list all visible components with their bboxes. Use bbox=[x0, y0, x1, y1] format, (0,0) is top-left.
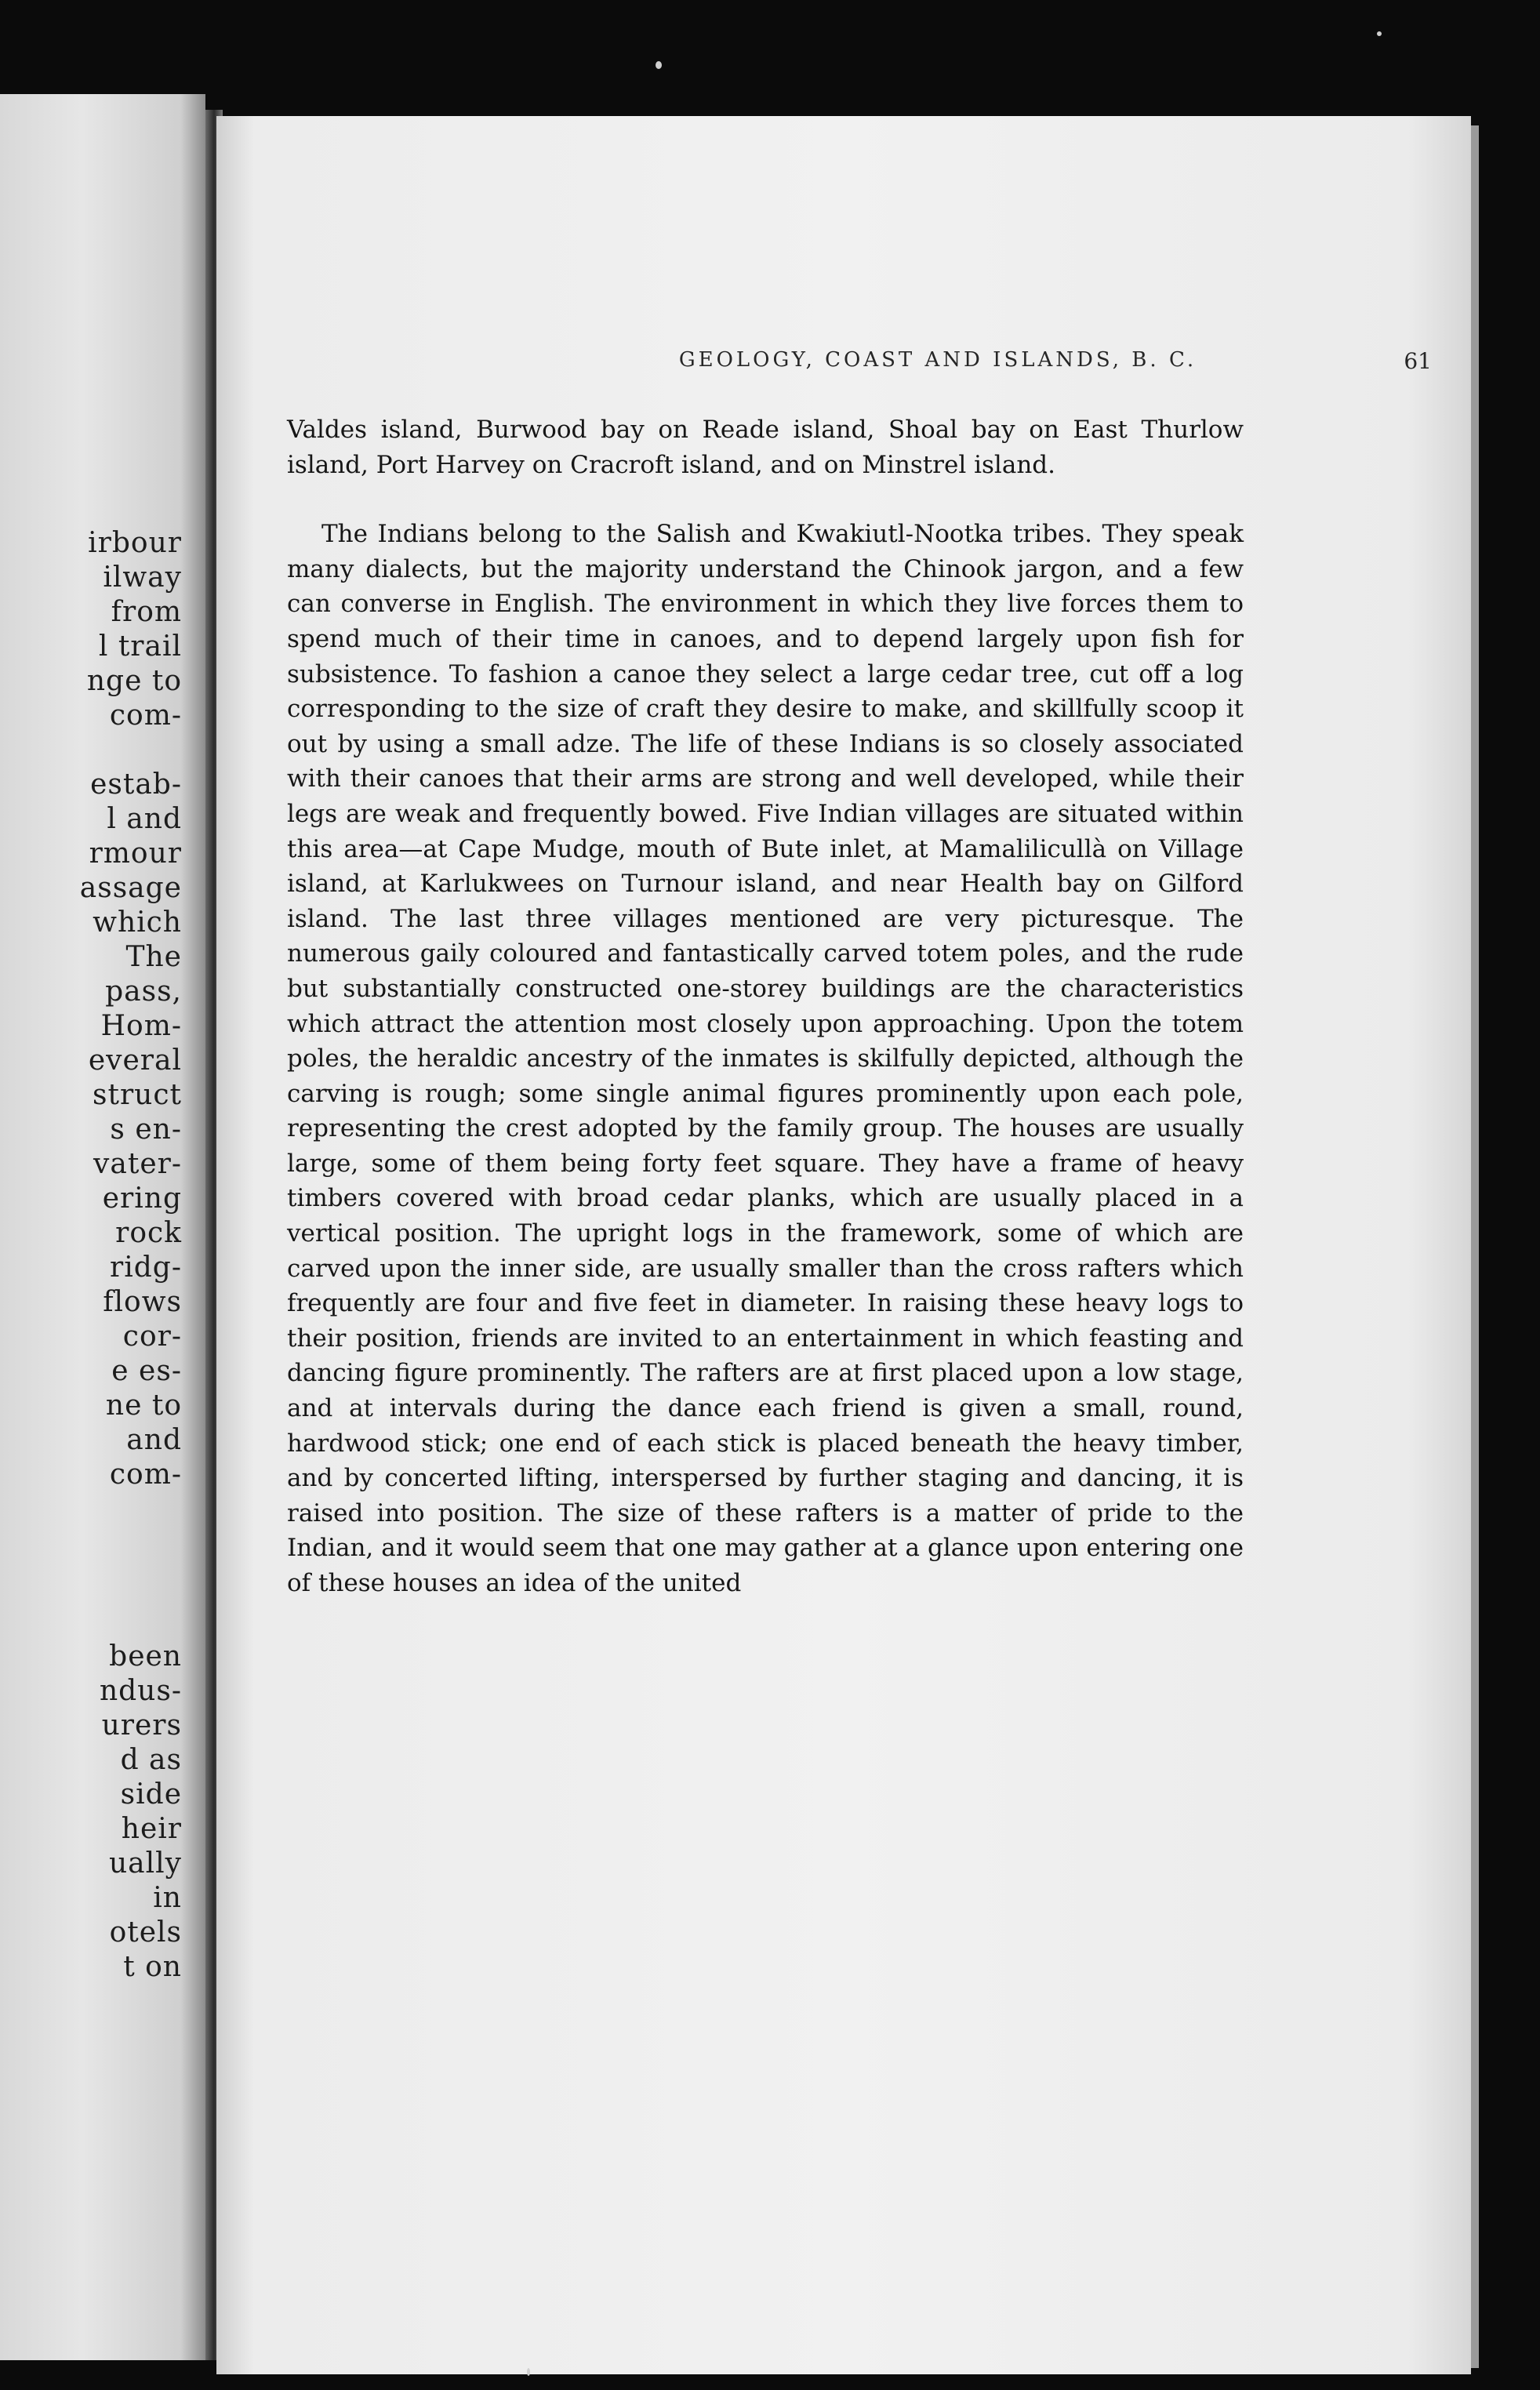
previous-page-fragment: everal bbox=[88, 1044, 182, 1077]
previous-page-fragment: com- bbox=[109, 1458, 182, 1491]
paragraph-indians: The Indians belong to the Salish and Kwakiutl-Nootka tribes. They speak many dialects, but the majority understand the Chinook jargon, and a few can converse in English. The environment in which they live forces them to spend much of their time in canoes, and to depend largely upon fish for subsistence. To fashion a canoe they select a large cedar tree, cut off a log corresponding to the size of craft they desire to make, and skillfully scoop it out by using a small adze. The life of these Indians is so closely associated with their canoes that their arms are strong and well developed, while their legs are weak and frequently bowed. Five Indian villages are situated within this area—at Cape Mudge, mouth of Bute inlet, at Mamalilicullà on Village island, at Karlukwees on Turnour island, and near Health bay on Gilford island. The last three villages mentioned are very picturesque. The numerous gaily coloured and fantastically carved totem poles, and the rude but substantially constructed one-storey buildings are the characteristics which attract the attention most closely upon approaching. Upon the totem poles, the heraldic ancestry of the inmates is skilfully depicted, although the carving is rough; some single animal figures prominently upon each pole, representing the crest adopted by the family group. The houses are usually large, some of them being forty feet square. They have a frame of heavy timbers covered with broad cedar planks, which are usually placed in a vertical position. The upright logs in the framework, some of which are carved upon the inner side, are usually smaller than the cross rafters which frequently are four and five feet in diameter. In raising these heavy logs to their position, friends are invited to an entertainment in which feasting and dancing figure prominently. The rafters are at first placed upon a low stage, and at intervals during the dance each friend is given a small, round, hardwood stick; one end of each stick is placed beneath the heavy timber, and by concerted lifting, interspersed by further staging and dancing, it is raised into position. The size of these rafters is a matter of pride to the Indian, and it would seem that one may gather at a glance upon entering one of these houses an idea of the united bbox=[287, 520, 1244, 1597]
scan-speck bbox=[1377, 31, 1382, 36]
previous-page-fragment: flows bbox=[103, 1286, 182, 1318]
previous-page-fragment: rmour bbox=[89, 837, 182, 870]
current-page bbox=[216, 116, 1471, 2374]
previous-page-fragment: urers bbox=[101, 1709, 182, 1742]
previous-page-fragment: e es- bbox=[111, 1355, 182, 1387]
previous-page-fragment: rock bbox=[115, 1217, 182, 1249]
previous-page-fragment: s en- bbox=[110, 1113, 182, 1146]
previous-page-fragment: The bbox=[125, 941, 182, 973]
previous-page-fragment: ering bbox=[102, 1182, 182, 1215]
scan-speck bbox=[527, 2368, 530, 2376]
previous-page-fragment: side bbox=[120, 1778, 182, 1811]
previous-page-fragment: and bbox=[126, 1424, 182, 1456]
previous-page-fragment: ridg- bbox=[110, 1251, 182, 1284]
previous-page-fragment: heir bbox=[121, 1813, 182, 1845]
continued-paragraph: Valdes island, Burwood bay on Reade island, Shoal bay on East Thurlow island, Port Harvey on Cracroft island, and on Minstrel island. bbox=[287, 416, 1244, 479]
previous-page-edge bbox=[0, 94, 205, 2360]
previous-page-fragment: vater- bbox=[93, 1148, 182, 1180]
previous-page-fragment: ilway bbox=[103, 561, 182, 594]
page-body bbox=[287, 412, 1244, 1601]
previous-page-fragment: ndus- bbox=[99, 1675, 182, 1707]
previous-page-fragment: from bbox=[111, 596, 182, 628]
previous-page-fragment: estab- bbox=[90, 768, 182, 801]
previous-page-fragment: ually bbox=[108, 1847, 182, 1880]
previous-page-fragment: struct bbox=[93, 1079, 182, 1111]
previous-page-fragment: in bbox=[153, 1882, 182, 1914]
previous-page-fragment: l and bbox=[107, 803, 182, 835]
previous-page-fragment: otels bbox=[109, 1916, 182, 1949]
previous-page-fragment: t on bbox=[123, 1951, 182, 1983]
previous-page-fragment: irbour bbox=[88, 527, 182, 559]
previous-page-fragment: pass, bbox=[105, 975, 182, 1008]
previous-page-fragment: com- bbox=[109, 699, 182, 732]
previous-page-fragment: which bbox=[93, 906, 182, 939]
page-header bbox=[444, 348, 1432, 380]
page-number: 61 bbox=[1404, 348, 1432, 374]
previous-page-fragment: ne to bbox=[105, 1389, 182, 1422]
previous-page-fragment: l trail bbox=[98, 630, 182, 663]
scan-speck bbox=[656, 61, 662, 69]
previous-page-fragment: Hom- bbox=[100, 1010, 182, 1042]
previous-page-fragment: been bbox=[109, 1640, 182, 1673]
page-edge bbox=[1471, 125, 1479, 2368]
previous-page-fragment: nge to bbox=[86, 665, 182, 697]
running-head: GEOLOGY, COAST AND ISLANDS, B. C. bbox=[678, 348, 1197, 372]
previous-page-fragment: d as bbox=[120, 1744, 182, 1776]
previous-page-fragment: cor- bbox=[122, 1320, 182, 1353]
previous-page-fragment: assage bbox=[79, 872, 182, 904]
